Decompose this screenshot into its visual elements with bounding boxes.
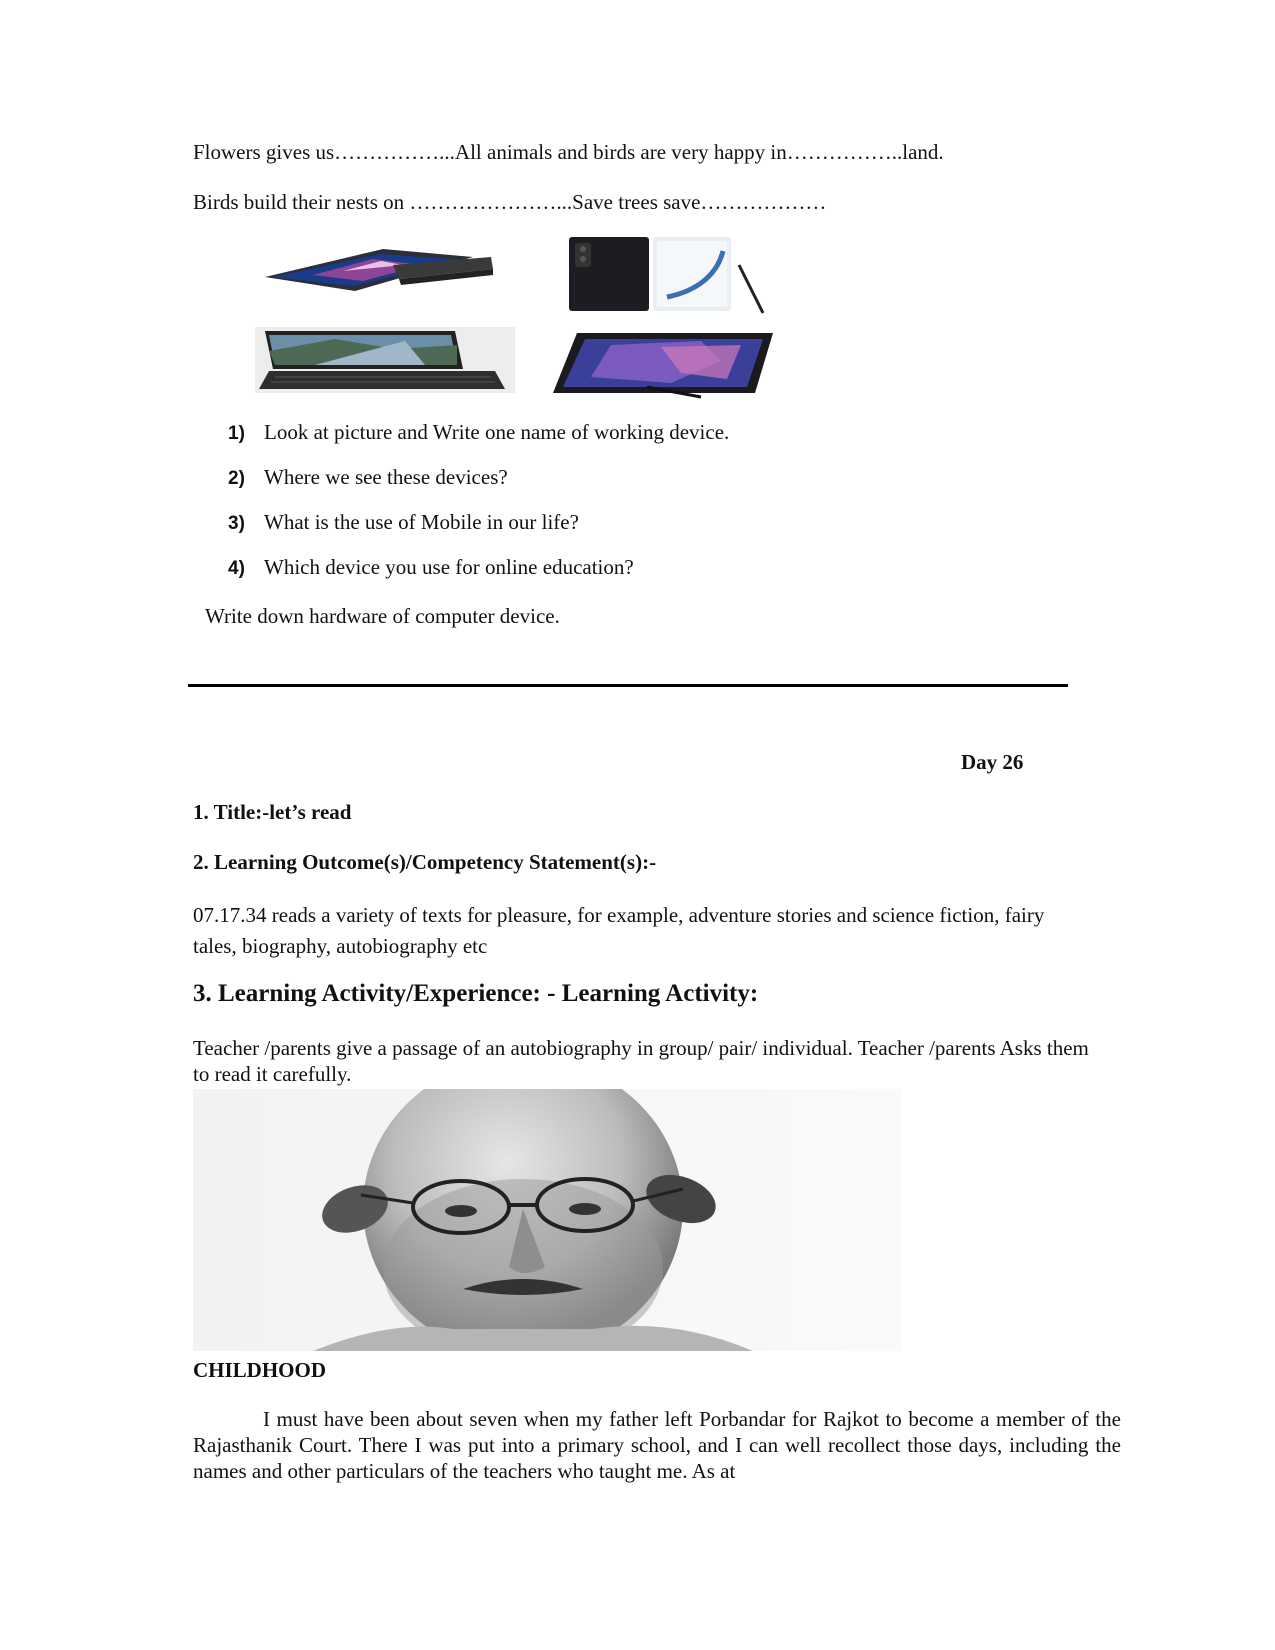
passage-heading: CHILDHOOD [193, 1358, 327, 1382]
learning-activity-text: Teacher /parents give a passage of an autobiography in group/ pair/ individual. Teacher /parents Asks them to read it carefully. [193, 1036, 1089, 1086]
question-number: 1) [228, 423, 245, 444]
passage-text: I must have been about seven when my father left Porbandar for Rajkot to become a member of the Rajasthanik Court. There I was put into a primary school, and I can well recollect those days, including the names and other particulars of the teachers who taught me. As at [193, 1407, 1121, 1483]
fill-blank-line-1: Flowers gives us……………...All animals and birds are very happy in……………..land. [193, 140, 944, 164]
question-text: Look at picture and Write one name of working device. [264, 420, 730, 444]
question-number: 2) [228, 468, 245, 489]
question-text: Where we see these devices? [264, 465, 508, 489]
question-item [228, 420, 729, 465]
devices-image-group [255, 235, 795, 395]
fill-blank-line-2: Birds build their nests on …………………...Save trees save……………… [193, 190, 827, 214]
section-divider [188, 684, 1068, 687]
question-item [228, 510, 729, 555]
question-text: Which device you use for online education? [264, 555, 634, 579]
day-label: Day 26 [961, 750, 1024, 774]
question-list [228, 420, 729, 600]
tablet-keyboard-image [255, 327, 515, 393]
hardware-prompt: Write down hardware of computer device. [205, 604, 560, 628]
question-item [228, 465, 729, 510]
question-item [228, 555, 729, 600]
question-text: What is the use of Mobile in our life? [264, 510, 579, 534]
smartphone-image [567, 235, 767, 315]
question-number: 3) [228, 513, 245, 534]
tablet-pen-image [551, 327, 781, 399]
learning-outcome-heading: 2. Learning Outcome(s)/Competency Statement(s):- [193, 850, 657, 874]
portrait-image [193, 1089, 901, 1351]
title-line: 1. Title:-let’s read [193, 800, 352, 824]
learning-activity-heading: 3. Learning Activity/Experience: - Learning Activity: [193, 980, 759, 1007]
laptop-image [263, 247, 495, 297]
learning-outcome-text: 07.17.34 reads a variety of texts for pleasure, for example, adventure stories and science fiction, fairy tales, biography, autobiography etc [193, 903, 1045, 958]
question-number: 4) [228, 558, 245, 579]
